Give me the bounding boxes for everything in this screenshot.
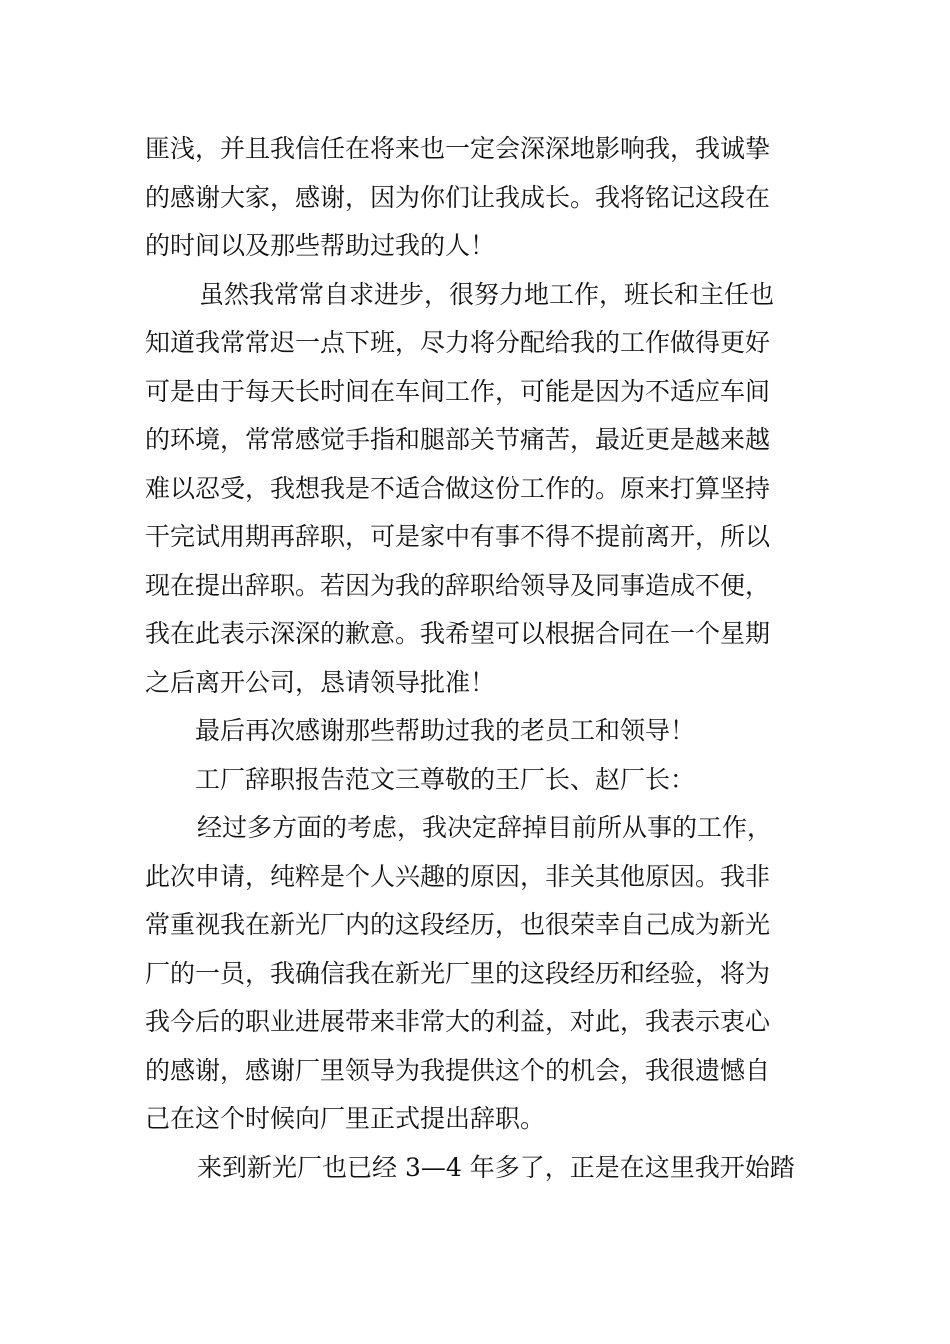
text-line: 的感谢，感谢厂里领导为我提供这个的机会，我很遗憾自	[145, 1055, 771, 1085]
text-line: 知道我常常迟一点下班，尽力将分配给我的工作做得更好	[145, 328, 771, 357]
text-line: 经过多方面的考虑，我决定辞掉目前所从事的工作，	[197, 813, 773, 842]
text-line: 来到新光厂也已经 3—4 年多了，正是在这里我开始踏	[197, 1152, 795, 1182]
text-line: 的感谢大家，感谢，因为你们让我成长。我将铭记这段在	[145, 182, 771, 212]
text-line: 工厂辞职报告范文三尊敬的王厂长、赵厂长：	[195, 764, 696, 794]
text-line: 现在提出辞职。若因为我的辞职给领导及同事造成不便，	[145, 570, 771, 600]
text-line: 难以忍受，我想我是不适合做这份工作的。原来打算坚持	[145, 473, 771, 503]
text-line: 匪浅，并且我信任在将来也一定会深深地影响我，我诚挚	[145, 134, 771, 163]
text-line: 虽然我常常自求进步，很努力地工作，班长和主任也	[199, 279, 775, 309]
text-line: 之后离开公司，恳请领导批准！	[145, 667, 496, 697]
text-line: 我在此表示深深的歉意。我希望可以根据合同在一个星期	[145, 619, 771, 648]
text-line: 己在这个时候向厂里正式提出辞职。	[145, 1104, 546, 1133]
text-line: 此次申请，纯粹是个人兴趣的原因，非关其他原因。我非	[145, 861, 771, 891]
text-line: 最后再次感谢那些帮助过我的老员工和领导！	[195, 716, 696, 745]
text-line: 的环境，常常感觉手指和腿部关节痛苦，最近更是越来越	[145, 425, 771, 454]
document-body	[145, 125, 815, 1192]
text-line: 的时间以及那些帮助过我的人！	[145, 231, 496, 260]
text-line: 常重视我在新光厂内的这段经历，也很荣幸自己成为新光	[145, 910, 771, 939]
text-line: 厂的一员，我确信我在新光厂里的这段经历和经验，将为	[145, 958, 771, 988]
text-line: 可是由于每天长时间在车间工作，可能是因为不适应车间	[145, 376, 771, 406]
text-line: 我今后的职业进展带来非常大的利益，对此，我表示衷心	[145, 1007, 771, 1036]
text-line: 干完试用期再辞职，可是家中有事不得不提前离开，所以	[145, 522, 771, 551]
